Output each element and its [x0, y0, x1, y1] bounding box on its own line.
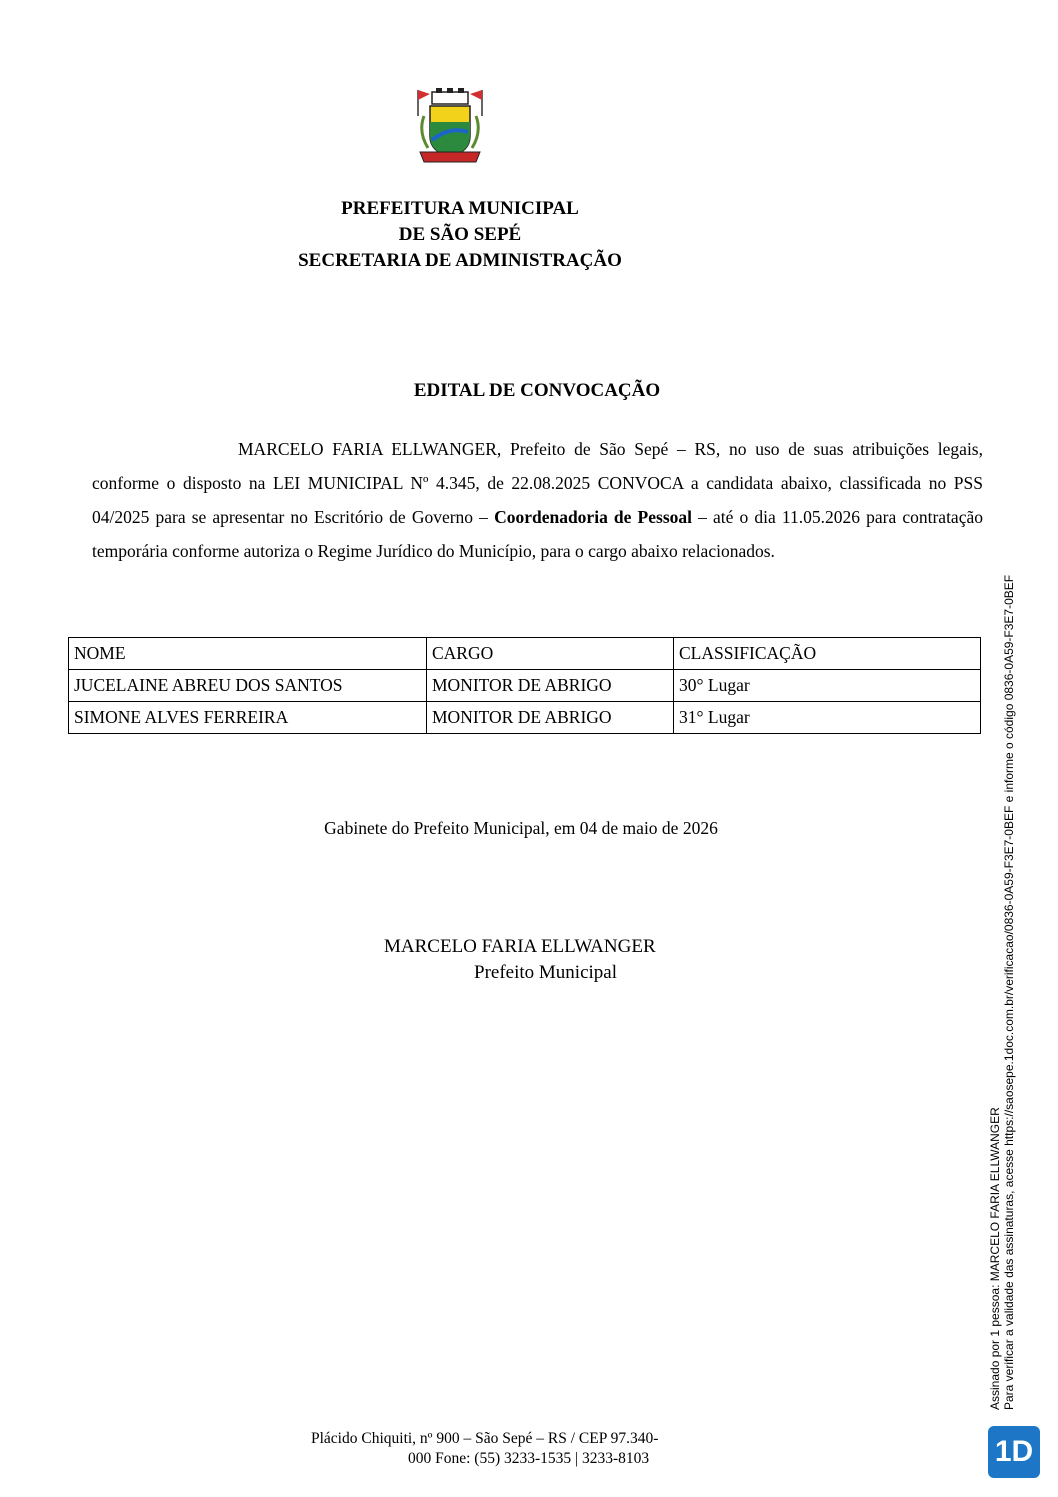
footer-address-line-1: Plácido Chiquiti, nº 900 – São Sepé – RS / CEP 97.340- — [311, 1430, 659, 1447]
paragraph-part-1: MARCELO FARIA ELLWANGER, Prefeito de São Sepé – RS, no uso de suas atribuições legais, conforme o disposto na LEI MUNICIPAL Nº 4.345, de 22.08.2025 CONVOCA a candidata abaixo, classificada no PSS 04/2025 para se apresentar no Escritório de Governo – — [92, 439, 983, 527]
table-header-row — [69, 638, 981, 670]
cell-name: SIMONE ALVES FERREIRA — [69, 702, 427, 734]
stamp-verification-link[interactable]: Para verificar a validade das assinaturas, acesse https://saosepe.1doc.com.br/verificacao/0836-0A59-F3E7-0BEF e informe o código 0836-0A59-F3E7-0BEF — [1002, 574, 1016, 1410]
convocation-paragraph — [92, 432, 983, 568]
cell-classification: 30° Lugar — [674, 670, 981, 702]
convocation-table — [68, 637, 981, 734]
cell-classification: 31° Lugar — [674, 702, 981, 734]
signature-role: Prefeito Municipal — [474, 962, 617, 983]
cell-role: MONITOR DE ABRIGO — [427, 670, 674, 702]
paragraph-bold-department: Coordenadoria de Pessoal — [494, 507, 692, 527]
table-row — [69, 670, 981, 702]
header-line-2: DE SÃO SEPÉ — [398, 224, 522, 245]
digital-signature-stamp — [988, 574, 1028, 1410]
column-header-classification: CLASSIFICAÇÃO — [674, 638, 981, 670]
cell-role: MONITOR DE ABRIGO — [427, 702, 674, 734]
table-row — [69, 702, 981, 734]
cell-name: JUCELAINE ABREU DOS SANTOS — [69, 670, 427, 702]
place-and-date: Gabinete do Prefeito Municipal, em 04 de maio de 2026 — [324, 818, 718, 838]
signature-name: MARCELO FARIA ELLWANGER — [384, 936, 656, 957]
column-header-name: NOME — [69, 638, 427, 670]
header-line-3: SECRETARIA DE ADMINISTRAÇÃO — [298, 250, 622, 271]
stamp-signed-by: Assinado por 1 pessoa: MARCELO FARIA ELLWANGER — [988, 1107, 1002, 1410]
municipal-coat-of-arms-icon — [410, 86, 490, 168]
1doc-logo-icon: 1D — [988, 1426, 1040, 1478]
footer-address-line-2: 000 Fone: (55) 3233-1535 | 3233-8103 — [408, 1450, 650, 1467]
document-title: EDITAL DE CONVOCAÇÃO — [413, 380, 661, 401]
paragraph-part-2: – até o dia 11.05.2026 para contratação temporária conforme autoriza o Regime Jurídico do Município, para o cargo abaixo relacionados. — [92, 507, 983, 561]
column-header-role: CARGO — [427, 638, 674, 670]
header-line-1: PREFEITURA MUNICIPAL — [341, 198, 579, 219]
